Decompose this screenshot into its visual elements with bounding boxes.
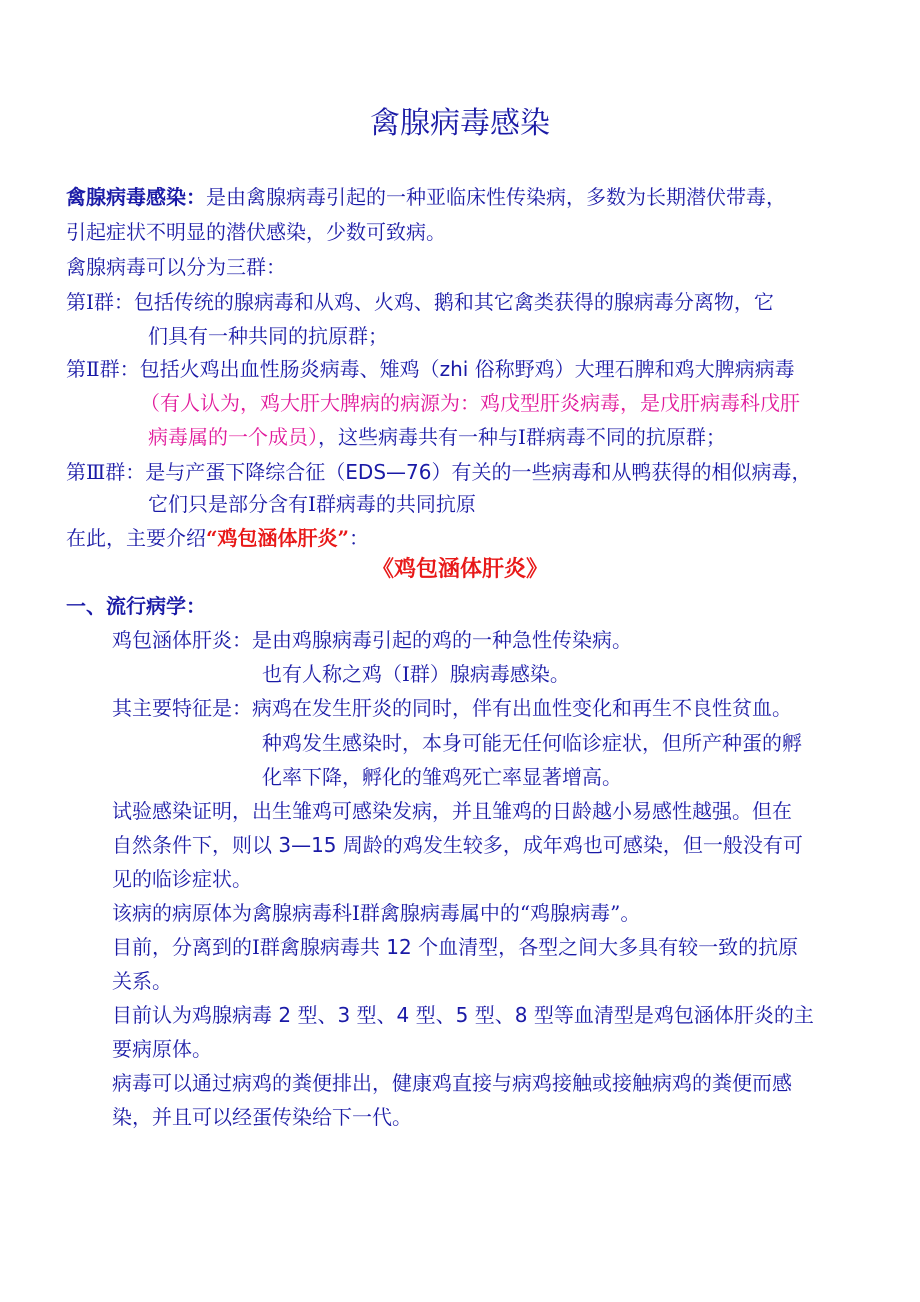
p6-type-5: 5	[455, 1003, 469, 1027]
p7-line-1: 病毒可以通过病鸡的粪便排出，健康鸡直接与病鸡接触或接触病鸡的粪便而感	[112, 1071, 792, 1095]
p6-type-4: 4	[396, 1003, 410, 1027]
p6-text-1a: 目前认为鸡腺病毒	[112, 1003, 279, 1027]
groups-intro: 禽腺病毒可以分为三群：	[66, 255, 286, 279]
group1-text-1: 包括传统的腺病毒和从鸡、火鸡、鹅和其它禽类获得的腺病毒分离物，它	[133, 290, 774, 314]
p1-label: 鸡包涵体肝炎：	[112, 628, 252, 652]
focus-suffix: ：	[349, 526, 370, 550]
group2-text-1a: 包括火鸡出血性肠炎病毒、雉鸡（	[139, 357, 440, 381]
group2-text-3-rest: ，这些病毒共有一种与Ⅰ群病毒不同的抗原群；	[318, 425, 726, 449]
p2-text-1: 病鸡在发生肝炎的同时，伴有出血性变化和再生不良性贫血。	[252, 696, 792, 720]
p6-sep-2: 型、	[291, 1003, 338, 1027]
group1-line-1	[66, 288, 774, 316]
group2-line-2: （有人认为，鸡大肝大脾病的病源为：鸡戊型肝炎病毒，是戊肝病毒科戊肝	[140, 391, 800, 415]
group2-line-3	[148, 423, 726, 451]
group3-eds: EDS—76	[345, 460, 432, 484]
p4-line: 该病的病原体为禽腺病毒科Ⅰ群禽腺病毒属中的“鸡腺病毒”。	[112, 901, 641, 925]
p6-type-8: 8	[514, 1003, 528, 1027]
p3-line-2	[112, 831, 803, 859]
p6-sep-4: 型、	[409, 1003, 456, 1027]
p5-text-1b: 个血清型，各型之间大多具有较一致的抗原	[411, 935, 799, 959]
p5-serotype-count: 12	[386, 935, 412, 959]
p2-line-1	[112, 694, 792, 722]
group2-line-1	[66, 355, 795, 383]
intro-text-1: 是由禽腺病毒引起的一种亚临床性传染病，多数为长期潜伏带毒，	[206, 185, 786, 209]
p3-line-3: 见的临诊症状。	[112, 867, 252, 891]
section-subtitle: 《鸡包涵体肝炎》	[371, 556, 548, 582]
focus-prefix: 在此，主要介绍	[66, 526, 206, 550]
p1-line-1	[112, 626, 632, 654]
p6-type-2: 2	[278, 1003, 292, 1027]
p3-text-2b: 周龄的鸡发生较多，成年鸡也可感染，但一般没有可	[336, 833, 803, 857]
p3-text-2a: 自然条件下，则以	[112, 833, 279, 857]
group3-text-1b: ）有关的一些病毒和从鸭获得的相似病毒，	[431, 460, 812, 484]
p2-line-2: 种鸡发生感染时，本身可能无任何临诊症状，但所产种蛋的孵	[262, 731, 802, 755]
p6-text-1b: 型等血清型是鸡包涵体肝炎的主	[527, 1003, 814, 1027]
group3-line-1	[66, 458, 811, 486]
group1-label: 第Ⅰ群：	[66, 290, 134, 314]
p6-line-1	[112, 1001, 814, 1029]
intro-term: 禽腺病毒感染：	[66, 185, 206, 209]
p1-line-2: 也有人称之鸡（Ⅰ群）腺病毒感染。	[262, 662, 570, 686]
group3-text-1a: 是与产蛋下降综合征（	[145, 460, 346, 484]
p3-line-1: 试验感染证明，出生雏鸡可感染发病，并且雏鸡的日龄越小易感性越强。但在	[112, 799, 792, 823]
group2-text-1b: 俗称野鸡）大理石脾和鸡大脾病病毒	[468, 357, 795, 381]
p6-sep-3: 型、	[350, 1003, 397, 1027]
p2-line-3: 化率下降，孵化的雏鸡死亡率显著增高。	[262, 765, 622, 789]
group2-text-3-magenta: 病毒属的一个成员）	[148, 425, 318, 449]
p3-age-range: 3—15	[278, 833, 337, 857]
document-title: 禽腺病毒感染	[370, 106, 550, 141]
section-heading: 一、流行病学：	[66, 594, 206, 618]
focus-line	[66, 524, 369, 552]
p6-sep-5: 型、	[468, 1003, 515, 1027]
group3-line-2: 它们只是部分含有Ⅰ群病毒的共同抗原	[148, 492, 476, 516]
p7-line-2: 染，并且可以经蛋传染给下一代。	[112, 1105, 412, 1129]
focus-highlight: “鸡包涵体肝炎”	[206, 526, 350, 550]
p5-line-1	[112, 933, 798, 961]
p5-text-1a: 目前，分离到的Ⅰ群禽腺病毒共	[112, 935, 387, 959]
intro-line-2: 引起症状不明显的潜伏感染，少数可致病。	[66, 220, 446, 244]
group2-zhi: zhi	[439, 357, 469, 381]
group1-line-2: 们具有一种共同的抗原群；	[148, 324, 388, 348]
p5-line-2: 关系。	[112, 969, 172, 993]
p6-type-3: 3	[337, 1003, 351, 1027]
group2-label: 第Ⅱ群：	[66, 357, 140, 381]
p6-line-2: 要病原体。	[112, 1037, 212, 1061]
group3-label: 第Ⅲ群：	[66, 460, 146, 484]
p1-text-1: 是由鸡腺病毒引起的鸡的一种急性传染病。	[252, 628, 632, 652]
intro-line-1	[66, 183, 786, 211]
p2-label: 其主要特征是：	[112, 696, 252, 720]
